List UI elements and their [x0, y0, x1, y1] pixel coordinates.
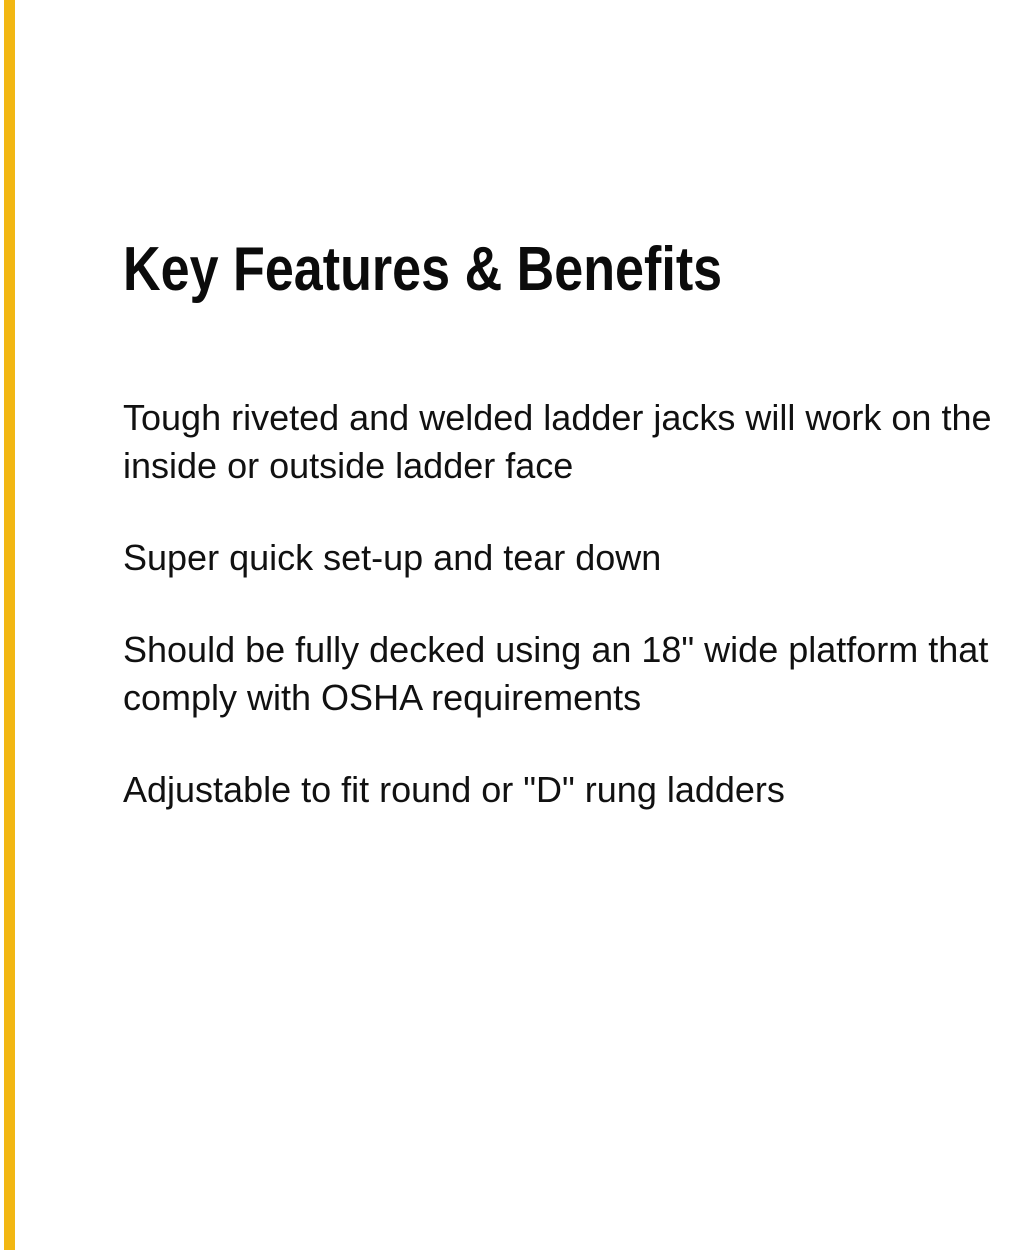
feature-item: Adjustable to fit round or "D" rung ladders: [123, 769, 785, 810]
feature-item: Super quick set-up and tear down: [123, 537, 662, 578]
page-title: Key Features & Benefits: [123, 235, 723, 304]
accent-bar: [4, 0, 15, 1250]
features-list: [123, 394, 1018, 814]
feature-item: Should be fully decked using an 18" wide platform that comply with OSHA requirements: [123, 629, 989, 718]
features-section: [123, 232, 1018, 858]
feature-item: Tough riveted and welded ladder jacks will work on the inside or outside ladder face: [123, 397, 992, 486]
